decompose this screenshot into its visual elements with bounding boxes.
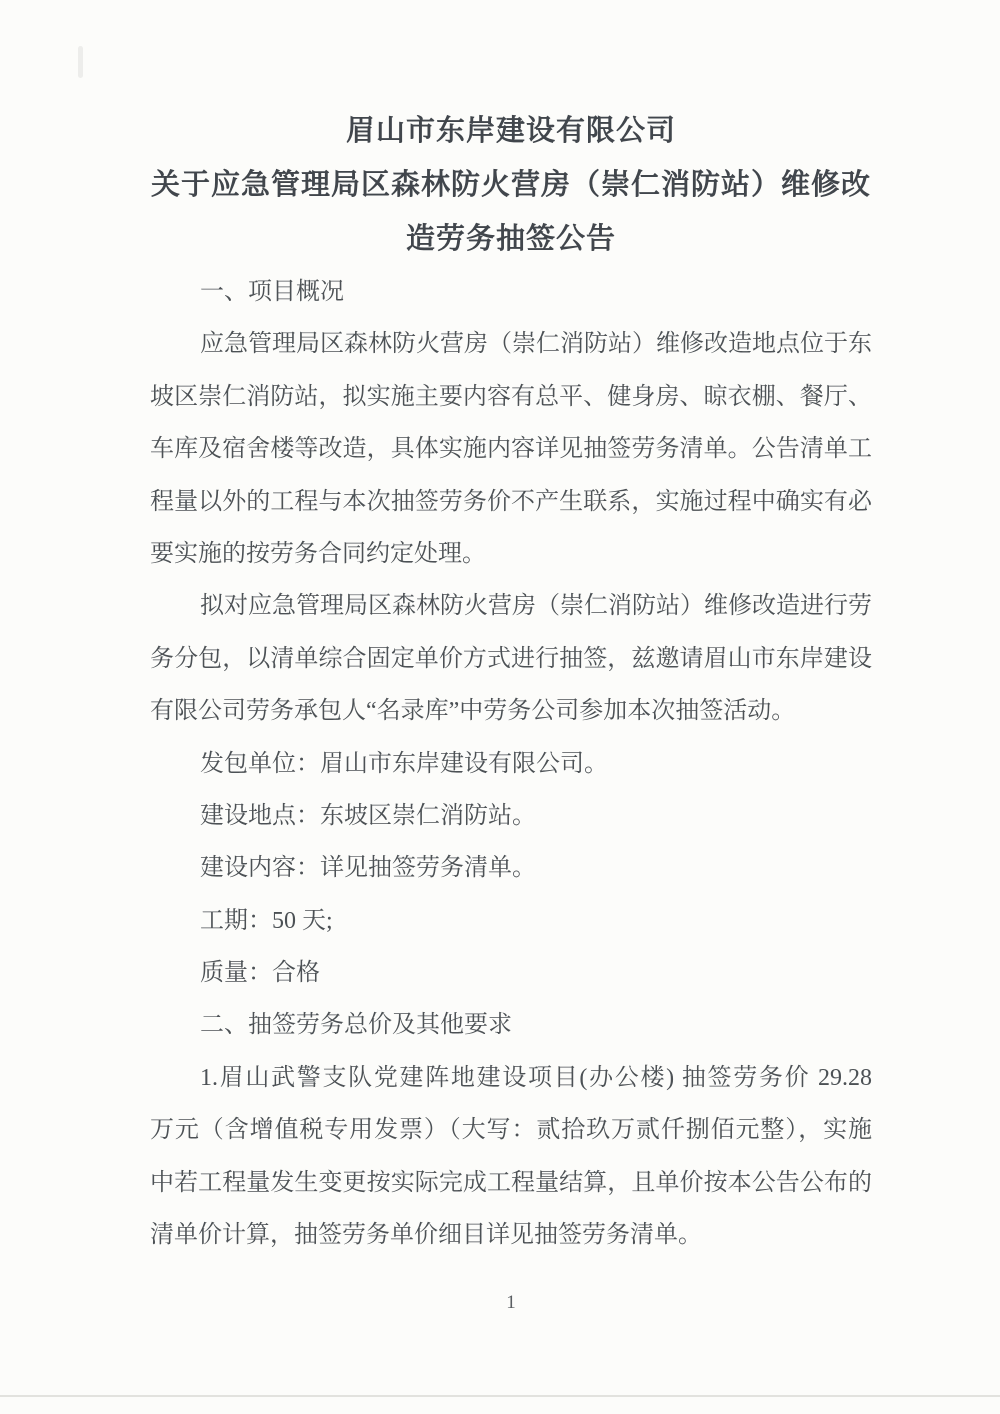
text-line: 发包单位：眉山市东岸建设有限公司。 xyxy=(200,750,608,777)
text-line: 1.眉山武警支队党建阵地建设项目(办公楼) 抽签劳务价 29.28 xyxy=(200,1064,872,1091)
text-line: 万元（含增值税专用发票）（大写：贰拾玖万贰仟捌佰元整），实施 xyxy=(150,1117,872,1144)
text-line: 要实施的按劳务合同约定处理。 xyxy=(150,540,486,567)
document-body xyxy=(150,266,872,1261)
text-line: 中若工程量发生变更按实际完成工程量结算，且单价按本公告公布的 xyxy=(150,1169,872,1196)
text-line: 有限公司劳务承包人“名录库”中劳务公司参加本次抽签活动。 xyxy=(150,698,796,725)
page-number: 1 xyxy=(506,1292,516,1313)
text-line: 建设地点：东坡区崇仁消防站。 xyxy=(200,802,536,829)
text-line: 车库及宿舍楼等改造，具体实施内容详见抽签劳务清单。公告清单工 xyxy=(150,436,872,463)
text-line: 程量以外的工程与本次抽签劳务价不产生联系，实施过程中确实有必 xyxy=(150,488,872,515)
text-line: 一、项目概况 xyxy=(200,279,344,305)
page-bottom-edge xyxy=(0,1395,1000,1397)
scan-artifact xyxy=(78,46,83,78)
text-line: 务分包，以清单综合固定单价方式进行抽签，兹邀请眉山市东岸建设 xyxy=(150,645,872,672)
title-line-1: 眉山市东岸建设有限公司 xyxy=(345,115,676,147)
text-line: 质量：合格 xyxy=(200,960,320,987)
text-line: 建设内容：详见抽签劳务清单。 xyxy=(200,855,536,882)
text-line: 工期：50 天; xyxy=(200,907,333,934)
text-line: 拟对应急管理局区森林防火营房（崇仁消防站）维修改造进行劳 xyxy=(200,593,872,620)
text-line: 清单价计算，抽签劳务单价细目详见抽签劳务清单。 xyxy=(150,1222,702,1249)
title-line-2: 关于应急管理局区森林防火营房（崇仁消防站）维修改 xyxy=(150,169,871,201)
text-line: 二、抽签劳务总价及其他要求 xyxy=(200,1012,512,1039)
text-line: 应急管理局区森林防火营房（崇仁消防站）维修改造地点位于东 xyxy=(200,331,872,358)
title-line-3: 造劳务抽签公告 xyxy=(405,223,616,255)
document-title xyxy=(150,104,872,266)
text-line: 坡区崇仁消防站，拟实施主要内容有总平、健身房、晾衣棚、餐厅、 xyxy=(150,383,872,410)
